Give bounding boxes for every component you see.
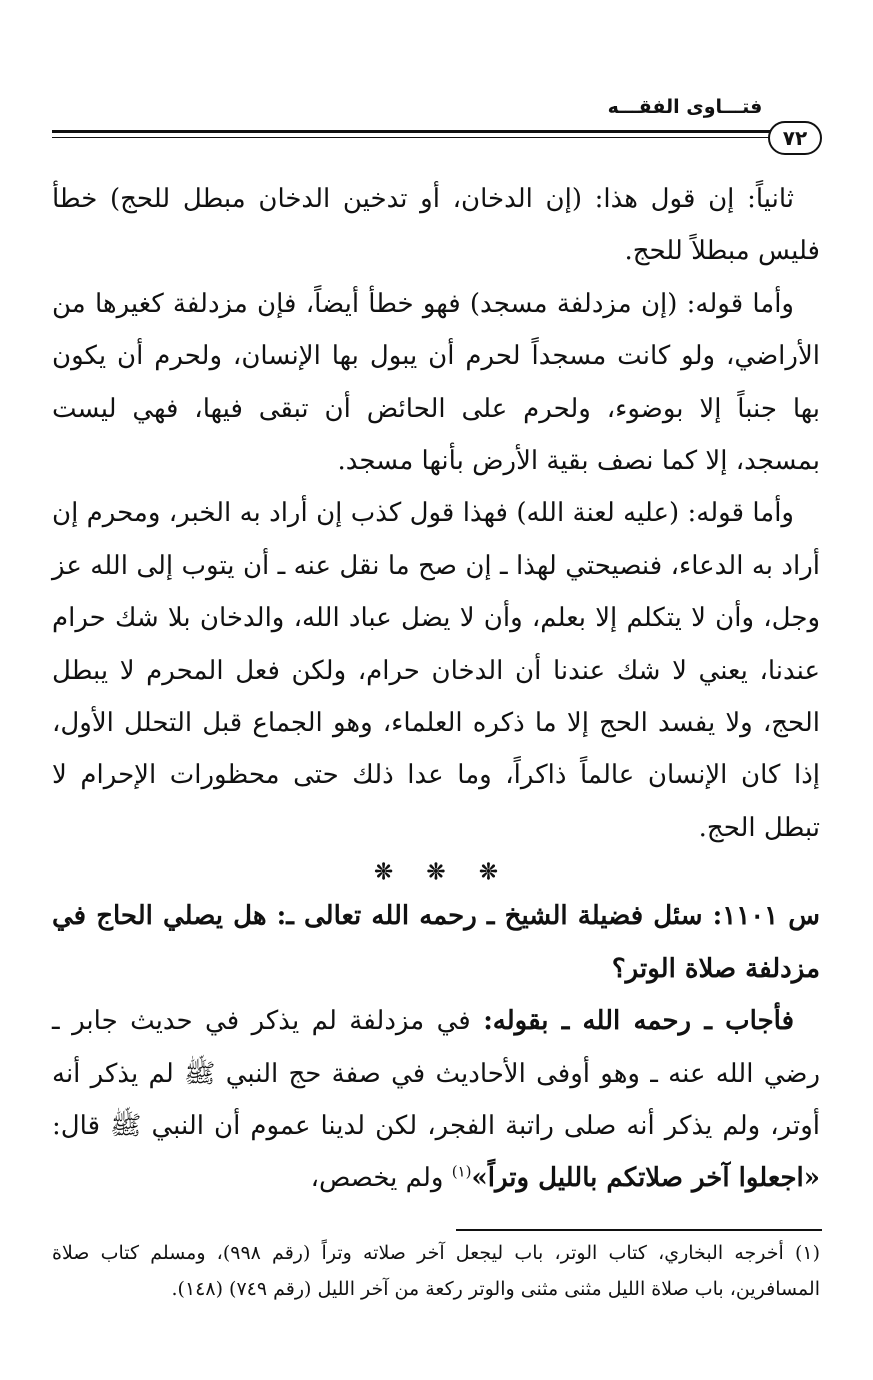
answer-text-before: في مزدلفة لم يذكر في حديث جابر ـ رضي الله عنه ـ وهو أوفى الأحاديث في صفة حج النبي ﷺ لم يذكر أنه أوتر، ولم يذكر أنه صلى راتبة الفجر، لكن لدينا عموم أن النبي ﷺ قال: xyxy=(52,1006,820,1141)
answer-paragraph xyxy=(52,995,820,1205)
running-title: فتـــاوى الفقـــه xyxy=(607,96,763,118)
section-separator xyxy=(52,854,820,890)
answer-text-after: ولم يخصص، xyxy=(310,1163,452,1194)
question-1101: س ١١٠١: سئل فضيلة الشيخ ـ رحمه الله تعالى ـ: هل يصلي الحاج في مزدلفة صلاة الوتر؟ xyxy=(52,901,820,984)
header-rule-thick xyxy=(52,130,770,133)
asterism-mark: ❊ xyxy=(426,859,446,886)
paragraph-curse: وأما قوله: (عليه لعنة الله) فهذا قول كذب إن أراد به الخبر، ومحرم إن أراد به الدعاء، فنصيحتي لهذا ـ إن صح ما نقل عنه ـ أن يتوب إلى الله عز وجل، وأن لا يتكلم إلا بعلم، وأن لا يضل عباد الله، والدخان بلا شك حرام عندنا، يعني لا شك عندنا أن الدخان حرام، ولكن فعل المحرم لا يبطل الحج، ولا يفسد الحج إلا ما ذكره العلماء، وهو الجماع قبل التحلل الأول، إذا كان الإنسان عالماً ذاكراً، وما عدا ذلك حتى محظورات الإحرام لا تبطل الحج. xyxy=(52,498,820,843)
footnotes xyxy=(52,1235,820,1307)
page-number: ٧٢ xyxy=(782,126,808,150)
paragraph-muzdalifah-mosque: وأما قوله: (إن مزدلفة مسجد) فهو خطأ أيضاً، فإن مزدلفة كغيرها من الأراضي، ولو كانت مسجداً لحرم أن يبول بها الإنسان، ولحرم أن يكون بها جنباً إلا بوضوء، ولحرم على الحائض أن تبقى فيها، فهي ليست بمسجد، إلا كما نصف بقية الأرض بأنها مسجد. xyxy=(52,288,820,477)
page-number-badge xyxy=(768,121,822,155)
hadith-quote: «اجعلوا آخر صلاتكم بالليل وتراً» xyxy=(471,1163,820,1194)
footnote-1: (١) أخرجه البخاري، كتاب الوتر، باب ليجعل آخر صلاته وتراً (رقم ٩٩٨)، ومسلم كتاب صلاة المسافرين، باب صلاة الليل مثنى مثنى والوتر ركعة من آخر الليل (رقم ٧٤٩) (١٤٨). xyxy=(52,1242,820,1300)
asterism-mark: ❊ xyxy=(374,859,393,886)
body-text xyxy=(52,173,820,1205)
paragraph-secondly: ثانياً: إن قول هذا: (إن الدخان، أو تدخين الدخان مبطل للحج) خطأ فليس مبطلاً للحج. xyxy=(52,184,820,267)
asterism-mark: ❊ xyxy=(479,859,498,886)
footnote-rule xyxy=(456,1229,822,1231)
answer-lead: فأجاب ـ رحمه الله ـ بقوله: xyxy=(483,1006,794,1037)
header-rule-thin xyxy=(52,137,770,138)
footnote-reference[interactable]: (١) xyxy=(451,1162,472,1181)
